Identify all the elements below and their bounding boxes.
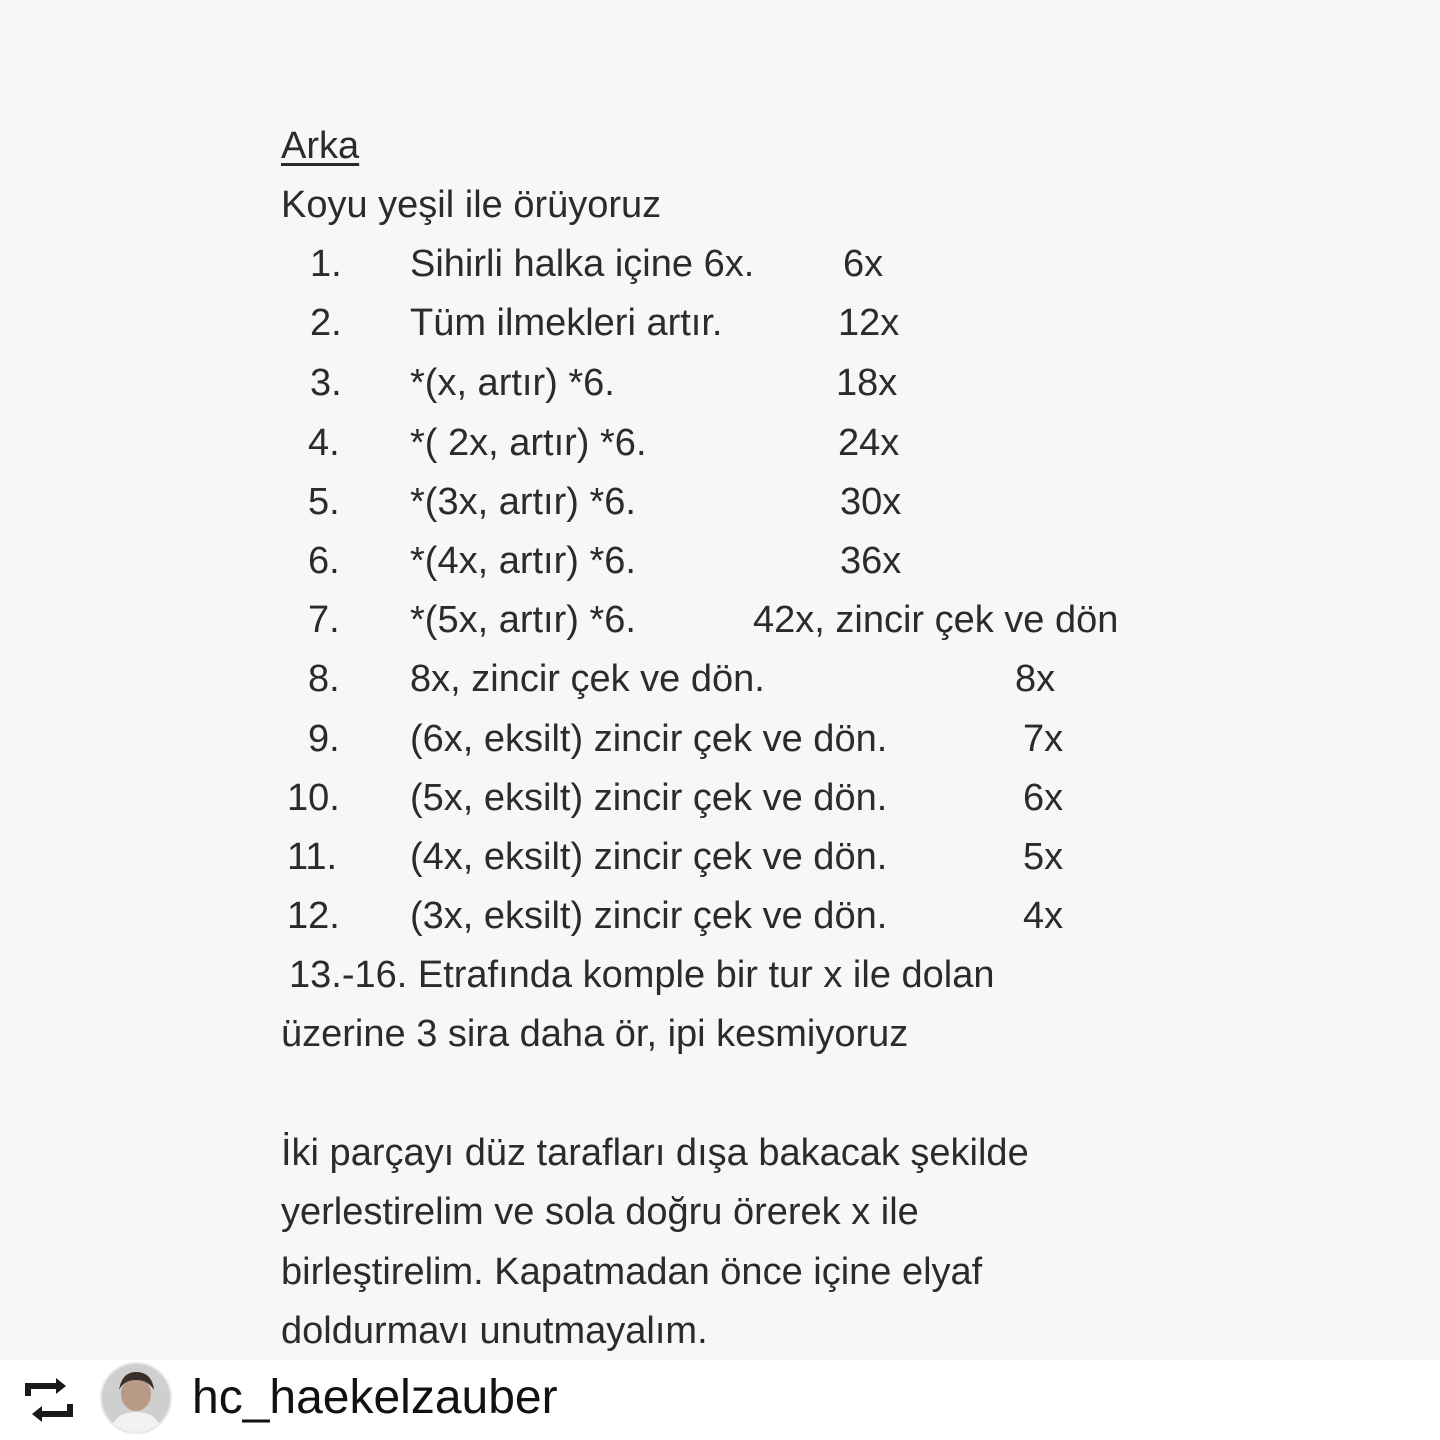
pattern-row — [0, 834, 1200, 880]
row-number: 9. — [308, 718, 340, 760]
section-title: Arka — [281, 125, 360, 167]
row-instruction: (6x, eksilt) zincir çek ve dön. — [410, 718, 888, 760]
assembly-paragraph-line-2: yerlestirelim ve sola doğru örerek x ile — [281, 1191, 919, 1233]
row-instruction: *(5x, artır) *6. — [410, 599, 636, 641]
repost-footer — [0, 1360, 1440, 1440]
assembly-paragraph-line-4: doldurmavı unutmayalım. — [281, 1310, 708, 1352]
pattern-row — [0, 716, 1200, 762]
row-instruction: (4x, eksilt) zincir çek ve dön. — [410, 836, 888, 878]
row-number: 2. — [310, 302, 342, 344]
row-instruction: Sihirli halka içine 6x. — [410, 243, 755, 285]
row-count: 18x — [836, 362, 898, 404]
pattern-row — [0, 300, 1200, 346]
row-number: 5. — [308, 481, 340, 523]
row-instruction: Tüm ilmekleri artır. — [410, 302, 723, 344]
pattern-row — [0, 420, 1200, 466]
pattern-row — [0, 241, 1200, 287]
row-number: 12. — [287, 895, 340, 937]
pattern-row — [0, 538, 1200, 584]
row-instruction: (3x, eksilt) zincir çek ve dön. — [410, 895, 888, 937]
rows-13-16-line-1: 13.-16. Etrafında komple bir tur x ile dolan — [289, 954, 995, 996]
pattern-row — [0, 775, 1200, 821]
row-count: 4x — [1023, 895, 1064, 937]
row-count: 36x — [840, 540, 902, 582]
row-instruction: *(3x, artır) *6. — [410, 481, 636, 523]
row-count: 5x — [1023, 836, 1064, 878]
row-instruction: *(x, artır) *6. — [410, 362, 615, 404]
avatar[interactable] — [100, 1362, 172, 1434]
section-subtitle: Koyu yeşil ile örüyoruz — [281, 184, 662, 226]
pattern-row — [0, 360, 1200, 406]
rows-13-16-line-2: üzerine 3 sira daha ör, ipi kesmiyoruz — [281, 1013, 909, 1055]
repost-icon[interactable] — [22, 1374, 76, 1426]
row-count: 12x — [838, 302, 900, 344]
pattern-row — [0, 479, 1200, 525]
row-number: 1. — [310, 243, 342, 285]
row-instruction: *( 2x, artır) *6. — [410, 422, 647, 464]
row-number: 6. — [308, 540, 340, 582]
row-count: 6x — [843, 243, 884, 285]
row-instruction: 8x, zincir çek ve dön. — [410, 658, 765, 700]
row-number: 8. — [308, 658, 340, 700]
row-count: 7x — [1023, 718, 1064, 760]
row-number: 7. — [308, 599, 340, 641]
row-instruction: (5x, eksilt) zincir çek ve dön. — [410, 777, 888, 819]
pattern-row — [0, 893, 1200, 939]
pattern-row — [0, 656, 1200, 702]
row-instruction: *(4x, artır) *6. — [410, 540, 636, 582]
row-number: 11. — [287, 836, 338, 878]
row-count: 42x, zincir çek ve dön — [753, 599, 1119, 641]
row-number: 10. — [287, 777, 340, 819]
pattern-row — [0, 597, 1200, 643]
row-count: 30x — [840, 481, 902, 523]
row-count: 8x — [1015, 658, 1056, 700]
row-number: 4. — [308, 422, 340, 464]
row-number: 3. — [310, 362, 342, 404]
row-count: 6x — [1023, 777, 1064, 819]
row-count: 24x — [838, 422, 900, 464]
assembly-paragraph-line-3: birleştirelim. Kapatmadan önce içine elyaf — [281, 1251, 983, 1293]
username[interactable]: hc_haekelzauber — [192, 1371, 558, 1424]
assembly-paragraph-line-1: İki parçayı düz tarafları dışa bakacak şekilde — [281, 1132, 1029, 1174]
